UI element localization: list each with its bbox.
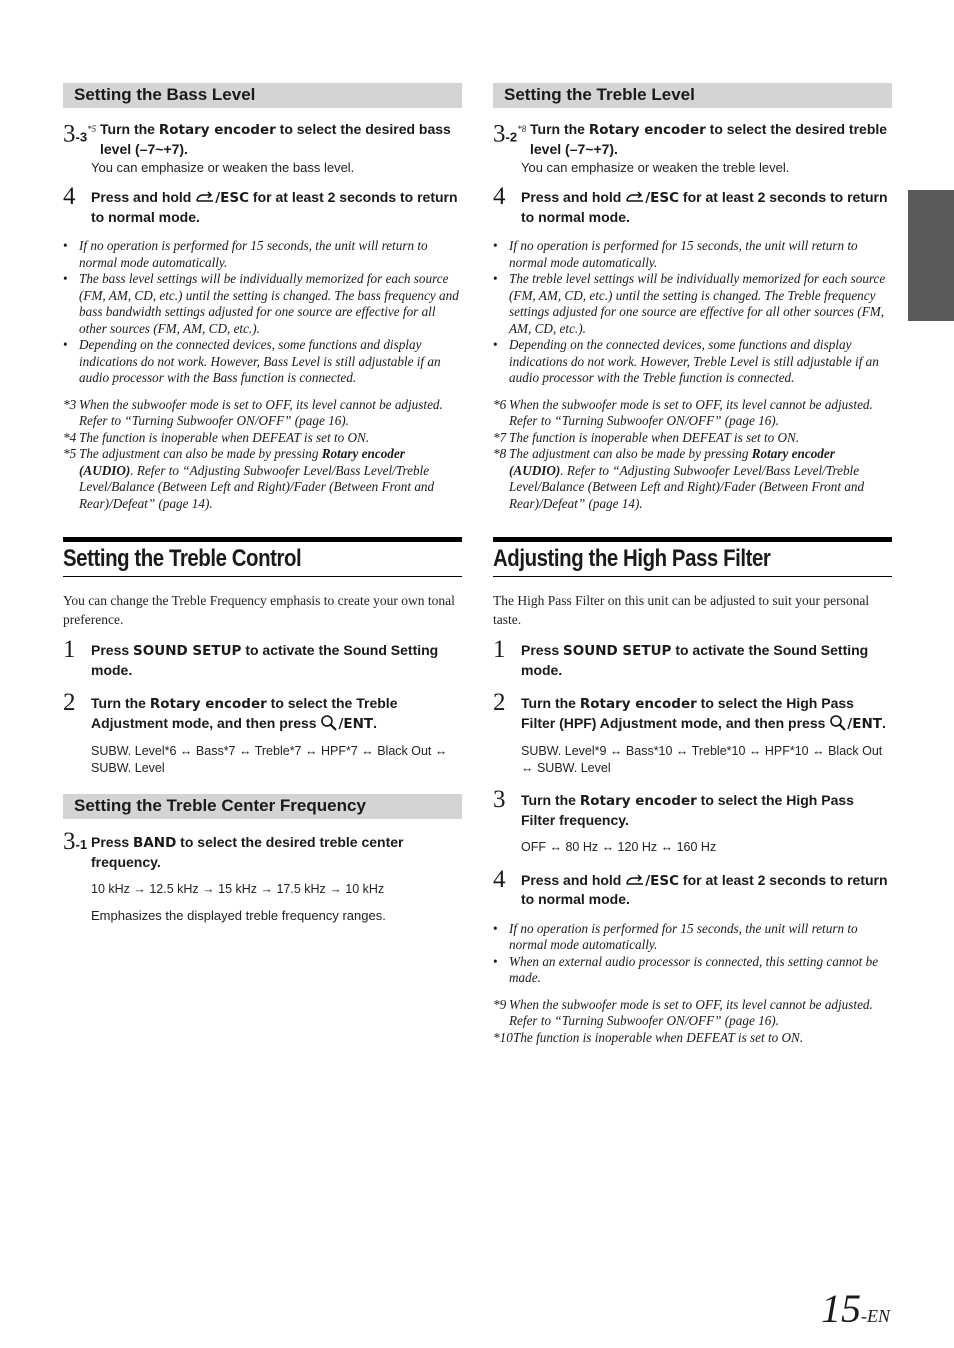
footnote: *10 The function is inoperable when DEFEAT is set to ON. (493, 1029, 804, 1045)
note-item: • The treble level settings will be individually memorized for each source (FM, AM, CD, etc.) until the setting is changed. The Treble frequency settings adjusted for one source are effective for all other sources (FM, AM, CD, etc.). (493, 271, 892, 337)
treble-level-heading: Setting the Treble Level (493, 83, 892, 108)
back-arrow-icon (625, 191, 645, 203)
hpf-heading: Adjusting the High Pass Filter (493, 537, 892, 577)
footnote: *5 The adjustment can also be made by pressing Rotary encoder (AUDIO). Refer to “Adjusting Subwoofer Level/Bass Level/Treble Level/Balance (Between Left and Right)/Fader (Between Front and Rear)/Defeat” (page 14). (63, 446, 435, 511)
treble-control-intro: You can change the Treble Frequency emphasis to create your own tonal preference. (63, 593, 455, 627)
hpf-step-3: 3 Turn the Rotary encoder to select the High Pass Filter frequency. OFF ↔ 80 Hz ↔ 120 Hz ↔ 160 Hz (493, 791, 892, 856)
footnote: *6 When the subwoofer mode is set to OFF, its level cannot be adjusted. Refer to “Turning Subwoofer ON/OFF” (page 16). (493, 396, 873, 428)
footnote: *4 The function is inoperable when DEFEAT is set to ON. (63, 429, 370, 445)
footnote: *9 When the subwoofer mode is set to OFF, its level cannot be adjusted. Refer to “Turning Subwoofer ON/OFF” (page 16). (493, 996, 873, 1028)
bass-footnotes (63, 397, 462, 513)
bass-notes (63, 238, 462, 387)
treble-step-3-body: You can emphasize or weaken the treble level. (521, 160, 790, 175)
hpf-notes (493, 921, 892, 987)
back-arrow-icon (195, 191, 215, 203)
note-item: • If no operation is performed for 15 seconds, the unit will return to normal mode automatically. (493, 921, 892, 954)
hpf-step-1: 1 Press SOUND SETUP to activate the Sound Setting mode. (493, 636, 869, 678)
treble-control-heading: Setting the Treble Control (63, 537, 462, 577)
footnote: *7 The function is inoperable when DEFEAT is set to ON. (493, 429, 800, 445)
footnote: *8 The adjustment can also be made by pressing Rotary encoder (AUDIO). Refer to “Adjusting Subwoofer Level/Bass Level/Treble Level/Balance (Between Left and Right)/Fader (Between Front and Rear)/Defeat” (page 14). (493, 446, 865, 511)
note-item: • If no operation is performed for 15 seconds, the unit will return to normal mode automatically. (493, 238, 892, 271)
treble-footnotes (493, 397, 892, 513)
treble-center-heading: Setting the Treble Center Frequency (63, 794, 462, 819)
bass-level-heading: Setting the Bass Level (63, 83, 462, 108)
treble-control-step-1: 1 Press SOUND SETUP to activate the Sound Setting mode. (63, 636, 439, 678)
left-column (63, 83, 462, 924)
note-item: • If no operation is performed for 15 seconds, the unit will return to normal mode automatically. (63, 238, 462, 271)
treble-control-step-2: 2 Turn the Rotary encoder to select the Treble Adjustment mode, and then press /ENT. SUBW. Level*6 ↔ Bass*7 ↔ Treble*7 ↔ HPF*7 ↔ Black Out ↔ SUBW. Level (63, 694, 462, 776)
hpf-step-4: 4 Press and hold /ESC for at least 2 seconds to return to normal mode. (493, 865, 888, 907)
bass-step-3-body: You can emphasize or weaken the bass level. (91, 160, 355, 175)
hpf-frequency-sequence: OFF ↔ 80 Hz ↔ 120 Hz ↔ 160 Hz (521, 840, 717, 854)
frequency-sequence: 10 kHz → 12.5 kHz → 15 kHz → 17.5 kHz → 10 kHz (91, 882, 385, 896)
bass-step-3: 3-3$^{*5}$ Turn the Rotary encoder to select the desired bass level (–7~+7). You can emphasize or weaken the bass level. (63, 120, 462, 176)
hpf-intro: The High Pass Filter on this unit can be adjusted to suit your personal taste. (493, 593, 870, 627)
treble-notes (493, 238, 892, 387)
footnote: *3 When the subwoofer mode is set to OFF, its level cannot be adjusted. Refer to “Turning Subwoofer ON/OFF” (page 16). (63, 396, 443, 428)
bass-step-4: 4 Press and hold /ESC for at least 2 seconds to return to normal mode. (63, 183, 458, 225)
center-freq-step: 3-1 Press BAND to select the desired treble center frequency. 10 kHz → 12.5 kHz → 15 kHz → 17.5 kHz → 10 kHz Emphasizes the displayed treble frequency ranges. (63, 833, 462, 924)
note-item: • Depending on the connected devices, some functions and display indications do not work. However, Treble Level is still adjustable if an audio processor with the Treble function is connected. (493, 337, 892, 387)
mode-sequence: SUBW. Level*6 ↔ Bass*7 ↔ Treble*7 ↔ HPF*7 ↔ Black Out ↔ SUBW. Level (91, 744, 448, 775)
chapter-tab (908, 190, 954, 321)
search-icon (320, 715, 338, 731)
search-icon (829, 715, 847, 731)
treble-step-3: 3-2$^{*8}$ Turn the Rotary encoder to select the desired treble level (–7~+7). You can emphasize or weaken the treble level. (493, 120, 892, 176)
hpf-footnotes (493, 997, 892, 1047)
page-number: 15-EN (821, 1286, 890, 1331)
center-freq-body: Emphasizes the displayed treble frequency ranges. (91, 907, 386, 923)
hpf-step-2: 2 Turn the Rotary encoder to select the High Pass Filter (HPF) Adjustment mode, and then press /ENT. SUBW. Level*9 ↔ Bass*10 ↔ Treble*10 ↔ HPF*10 ↔ Black Out ↔ SUBW. Level (493, 694, 892, 776)
note-item: • Depending on the connected devices, some functions and display indications do not work. However, Bass Level is still adjustable if an audio processor with the Bass function is connected. (63, 337, 462, 387)
back-arrow-icon (625, 874, 645, 886)
mode-sequence: SUBW. Level*9 ↔ Bass*10 ↔ Treble*10 ↔ HPF*10 ↔ Black Out ↔ SUBW. Level (521, 744, 883, 775)
note-item: • The bass level settings will be individually memorized for each source (FM, AM, CD, etc.) until the setting is changed. The bass frequency and bass bandwidth settings adjusted for one source are effective for all other sources (FM, AM, CD, etc.). (63, 271, 462, 337)
treble-step-4: 4 Press and hold /ESC for at least 2 seconds to return to normal mode. (493, 183, 888, 225)
right-column (493, 83, 892, 1046)
note-item: • When an external audio processor is connected, this setting cannot be made. (493, 954, 892, 987)
